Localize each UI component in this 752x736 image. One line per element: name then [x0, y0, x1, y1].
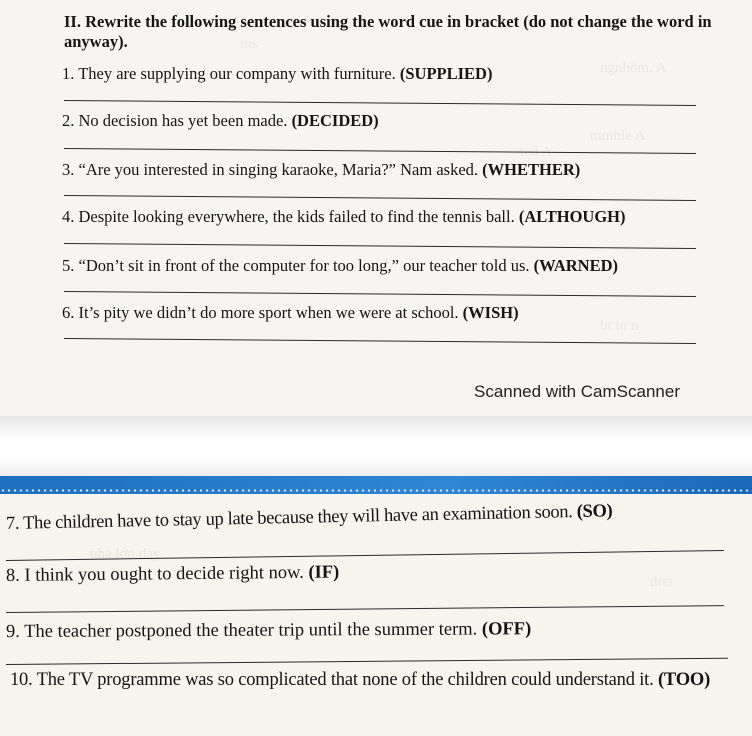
blue-page-edge [0, 476, 752, 494]
question-9 [6, 619, 531, 643]
word-cue: (WARNED) [533, 256, 619, 275]
question-text: Despite looking everywhere, the kids failed to find the tennis ball. [78, 207, 515, 226]
question-number: 3. [62, 160, 75, 179]
question-5 [62, 256, 618, 276]
question-text: It’s pity we didn’t do more sport when we were at school. [78, 303, 459, 322]
question-text: I think you ought to decide right now. [24, 562, 304, 586]
question-text: No decision has yet been made. [78, 111, 288, 130]
exercise-heading: II. Rewrite the following sentences using the word cue in bracket (do not change the word in anyway). [64, 12, 712, 51]
answer-line [64, 243, 696, 249]
question-text: The children have to stay up late because they will have an examination soon. [22, 502, 573, 534]
scanner-watermark: Scanned with CamScanner [473, 382, 680, 401]
question-1 [62, 64, 492, 84]
question-number: 9. [5, 621, 20, 642]
question-number: 6. [62, 303, 75, 322]
question-10 [10, 668, 746, 692]
question-number: 7. [5, 513, 20, 534]
question-8 [6, 563, 339, 587]
word-cue: (WHETHER) [482, 160, 581, 179]
answer-line [64, 338, 696, 344]
word-cue: (DECIDED) [291, 111, 379, 130]
word-cue: (WISH) [462, 303, 519, 322]
question-text: They are supplying our company with furniture. [78, 64, 396, 83]
question-2 [62, 111, 379, 131]
question-text: “Don’t sit in front of the computer for too long,” our teacher told us. [78, 256, 530, 275]
word-cue: (SUPPLIED) [399, 64, 493, 83]
word-cue: (TOO) [657, 670, 711, 690]
question-number: 2. [62, 111, 75, 130]
question-text: “Are you interested in singing karaoke, Maria?” Nam asked. [78, 160, 479, 179]
word-cue: (SO) [576, 501, 613, 523]
question-number: 10. [10, 670, 33, 690]
question-text: The TV programme was so complicated that none of the children could understand it. [36, 670, 654, 690]
question-number: 4. [62, 207, 75, 226]
question-6 [62, 303, 519, 323]
question-number: 5. [62, 256, 75, 275]
scanned-page-top: ms ngnhóm. A mmble A bt in n II. Rewrite the following sentences using the word cue in bracket (do not change the word in anyway). 1. They are supplying our company with furniture. (SUPPLIED) 2. No decision has yet been made. (DECIDED) 3. “Are you interested in singing karaoke, Maria?” Nam asked. (WHETHER) 4. Despite looking everywhere, the kids failed to find the tennis ball. (ALTHOUGH) 5. “Don’t sit in front of the computer for too long,” our teacher told us. (WARNED) 6. It’s pity we didn’t do more sport when we were at school. (WISH) Scanned with CamScanner [0, 0, 752, 416]
answer-line [64, 195, 696, 201]
answer-line [64, 148, 696, 154]
answer-line [64, 100, 696, 106]
question-number: 8. [5, 565, 20, 586]
word-cue: (ALTHOUGH) [518, 207, 626, 226]
scanned-page-bottom: nhà lớn dạy dret [0, 476, 752, 736]
page-gap [0, 416, 752, 476]
question-3 [62, 160, 580, 180]
question-number: 1. [62, 64, 75, 83]
question-text: The teacher postponed the theater trip until the summer term. [24, 619, 478, 642]
word-cue: (IF) [308, 562, 340, 583]
answer-line [64, 291, 696, 297]
question-4 [62, 207, 626, 227]
word-cue: (OFF) [481, 619, 532, 640]
